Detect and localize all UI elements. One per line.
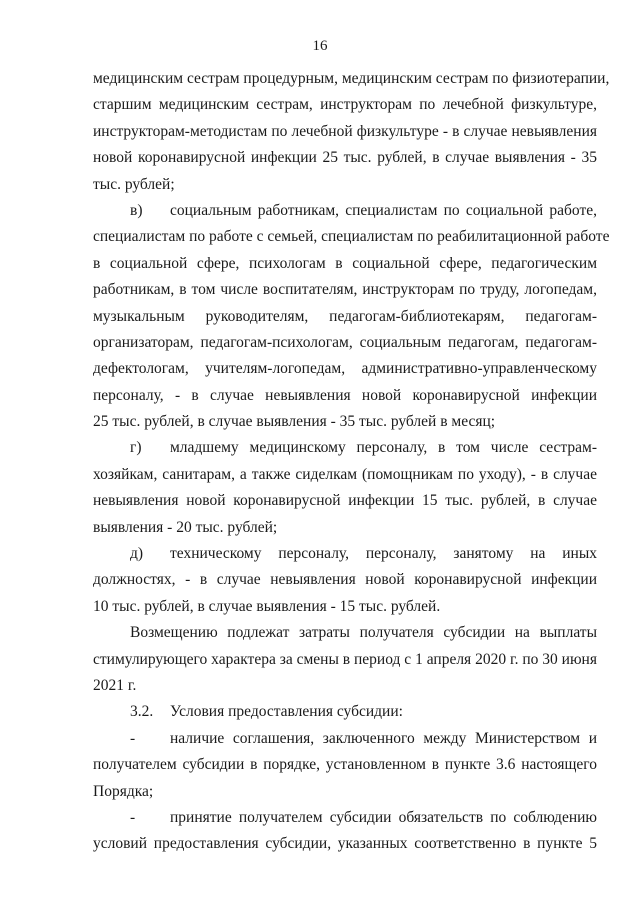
text-line: невыявления новой коронавирусной инфекции 15 тыс. рублей, в случае (93, 492, 597, 510)
paragraph-continuation (93, 66, 610, 198)
section-title: Условия предоставления субсидии: (170, 703, 403, 721)
list-item-text: младшему медицинскому персоналу, в том числе сестрам- (170, 439, 597, 457)
text-line: должностях, - в случае невыявления новой коронавирусной инфекции (93, 571, 597, 589)
list-item-text: принятие получателем субсидии обязательств по соблюдению (170, 808, 597, 826)
text-line: дефектологам, учителям-логопедам, административно-управленческому (93, 360, 597, 378)
text-line: 10 тыс. рублей, в случае выявления - 15 тыс. рублей. (93, 597, 441, 615)
list-marker: - (130, 808, 136, 826)
text-line: тыс. рублей; (93, 175, 175, 193)
section-heading (93, 699, 597, 725)
list-marker: г) (130, 439, 142, 457)
list-item-g (93, 435, 597, 541)
list-item-text: техническому персоналу, персоналу, занятому на иных (170, 545, 597, 563)
text-line: новой коронавирусной инфекции 25 тыс. рублей, в случае выявления - 35 (93, 149, 597, 167)
text-line: хозяйкам, санитарам, а также сиделкам (помощникам по уходу), - в случае (93, 465, 597, 483)
text-line: условий предоставления субсидии, указанных соответственно в пункте 5 (93, 835, 597, 853)
text-line (93, 805, 597, 831)
text-line (93, 198, 597, 224)
text-line: работникам, в том числе воспитателям, инструкторам по труду, логопедам, (93, 281, 597, 299)
text-line: специалистам по работе с семьей, специалистам по реабилитационной работе (93, 228, 610, 246)
text-line (93, 541, 597, 567)
text-line: Возмещению подлежат затраты получателя субсидии на выплаты (130, 624, 597, 642)
dash-item-agreement (93, 726, 597, 805)
text-line (93, 435, 597, 461)
text-line: 25 тыс. рублей, в случае выявления - 35 тыс. рублей в месяц; (93, 413, 496, 431)
text-line: 2021 г. (93, 676, 137, 694)
list-item-text: социальным работникам, специалистам по социальной работе, (170, 201, 597, 219)
text-line: в социальной сфере, психологам в социальной сфере, педагогическим (93, 254, 597, 272)
list-item-text: наличие соглашения, заключенного между Министерством и (170, 729, 597, 747)
list-marker: в) (130, 201, 143, 219)
section-number: 3.2. (130, 703, 154, 721)
list-item-v (93, 198, 610, 436)
text-line: выявления - 20 тыс. рублей; (93, 518, 278, 536)
list-marker: - (130, 729, 136, 747)
text-line: Порядка; (93, 782, 154, 800)
text-line: получателем субсидии в порядке, установленном в пункте 3.6 настоящего (93, 756, 597, 774)
text-line: медицинским сестрам процедурным, медицинским сестрам по физиотерапии, (93, 70, 610, 87)
document-body (93, 66, 610, 858)
list-marker: д) (130, 545, 144, 563)
list-item-d (93, 541, 597, 620)
dash-item-obligations (93, 805, 597, 858)
paragraph-reimbursement (93, 620, 597, 699)
text-line: инструкторам-методистам по лечебной физкультуре - в случае невыявления (93, 122, 597, 140)
text-line (93, 726, 597, 752)
text-line: организаторам, педагогам-психологам, социальным педагогам, педагогам- (93, 333, 597, 351)
text-line: старшим медицинским сестрам, инструкторам по лечебной физкультуре, (93, 96, 597, 114)
text-line: персоналу, - в случае невыявления новой коронавирусной инфекции (93, 386, 597, 404)
text-line: музыкальным руководителям, педагогам-библиотекарям, педагогам- (93, 307, 597, 325)
section-3-2 (93, 699, 597, 725)
page-number: 16 (312, 38, 328, 54)
text-line: стимулирующего характера за смены в период с 1 апреля 2020 г. по 30 июня (93, 650, 597, 668)
